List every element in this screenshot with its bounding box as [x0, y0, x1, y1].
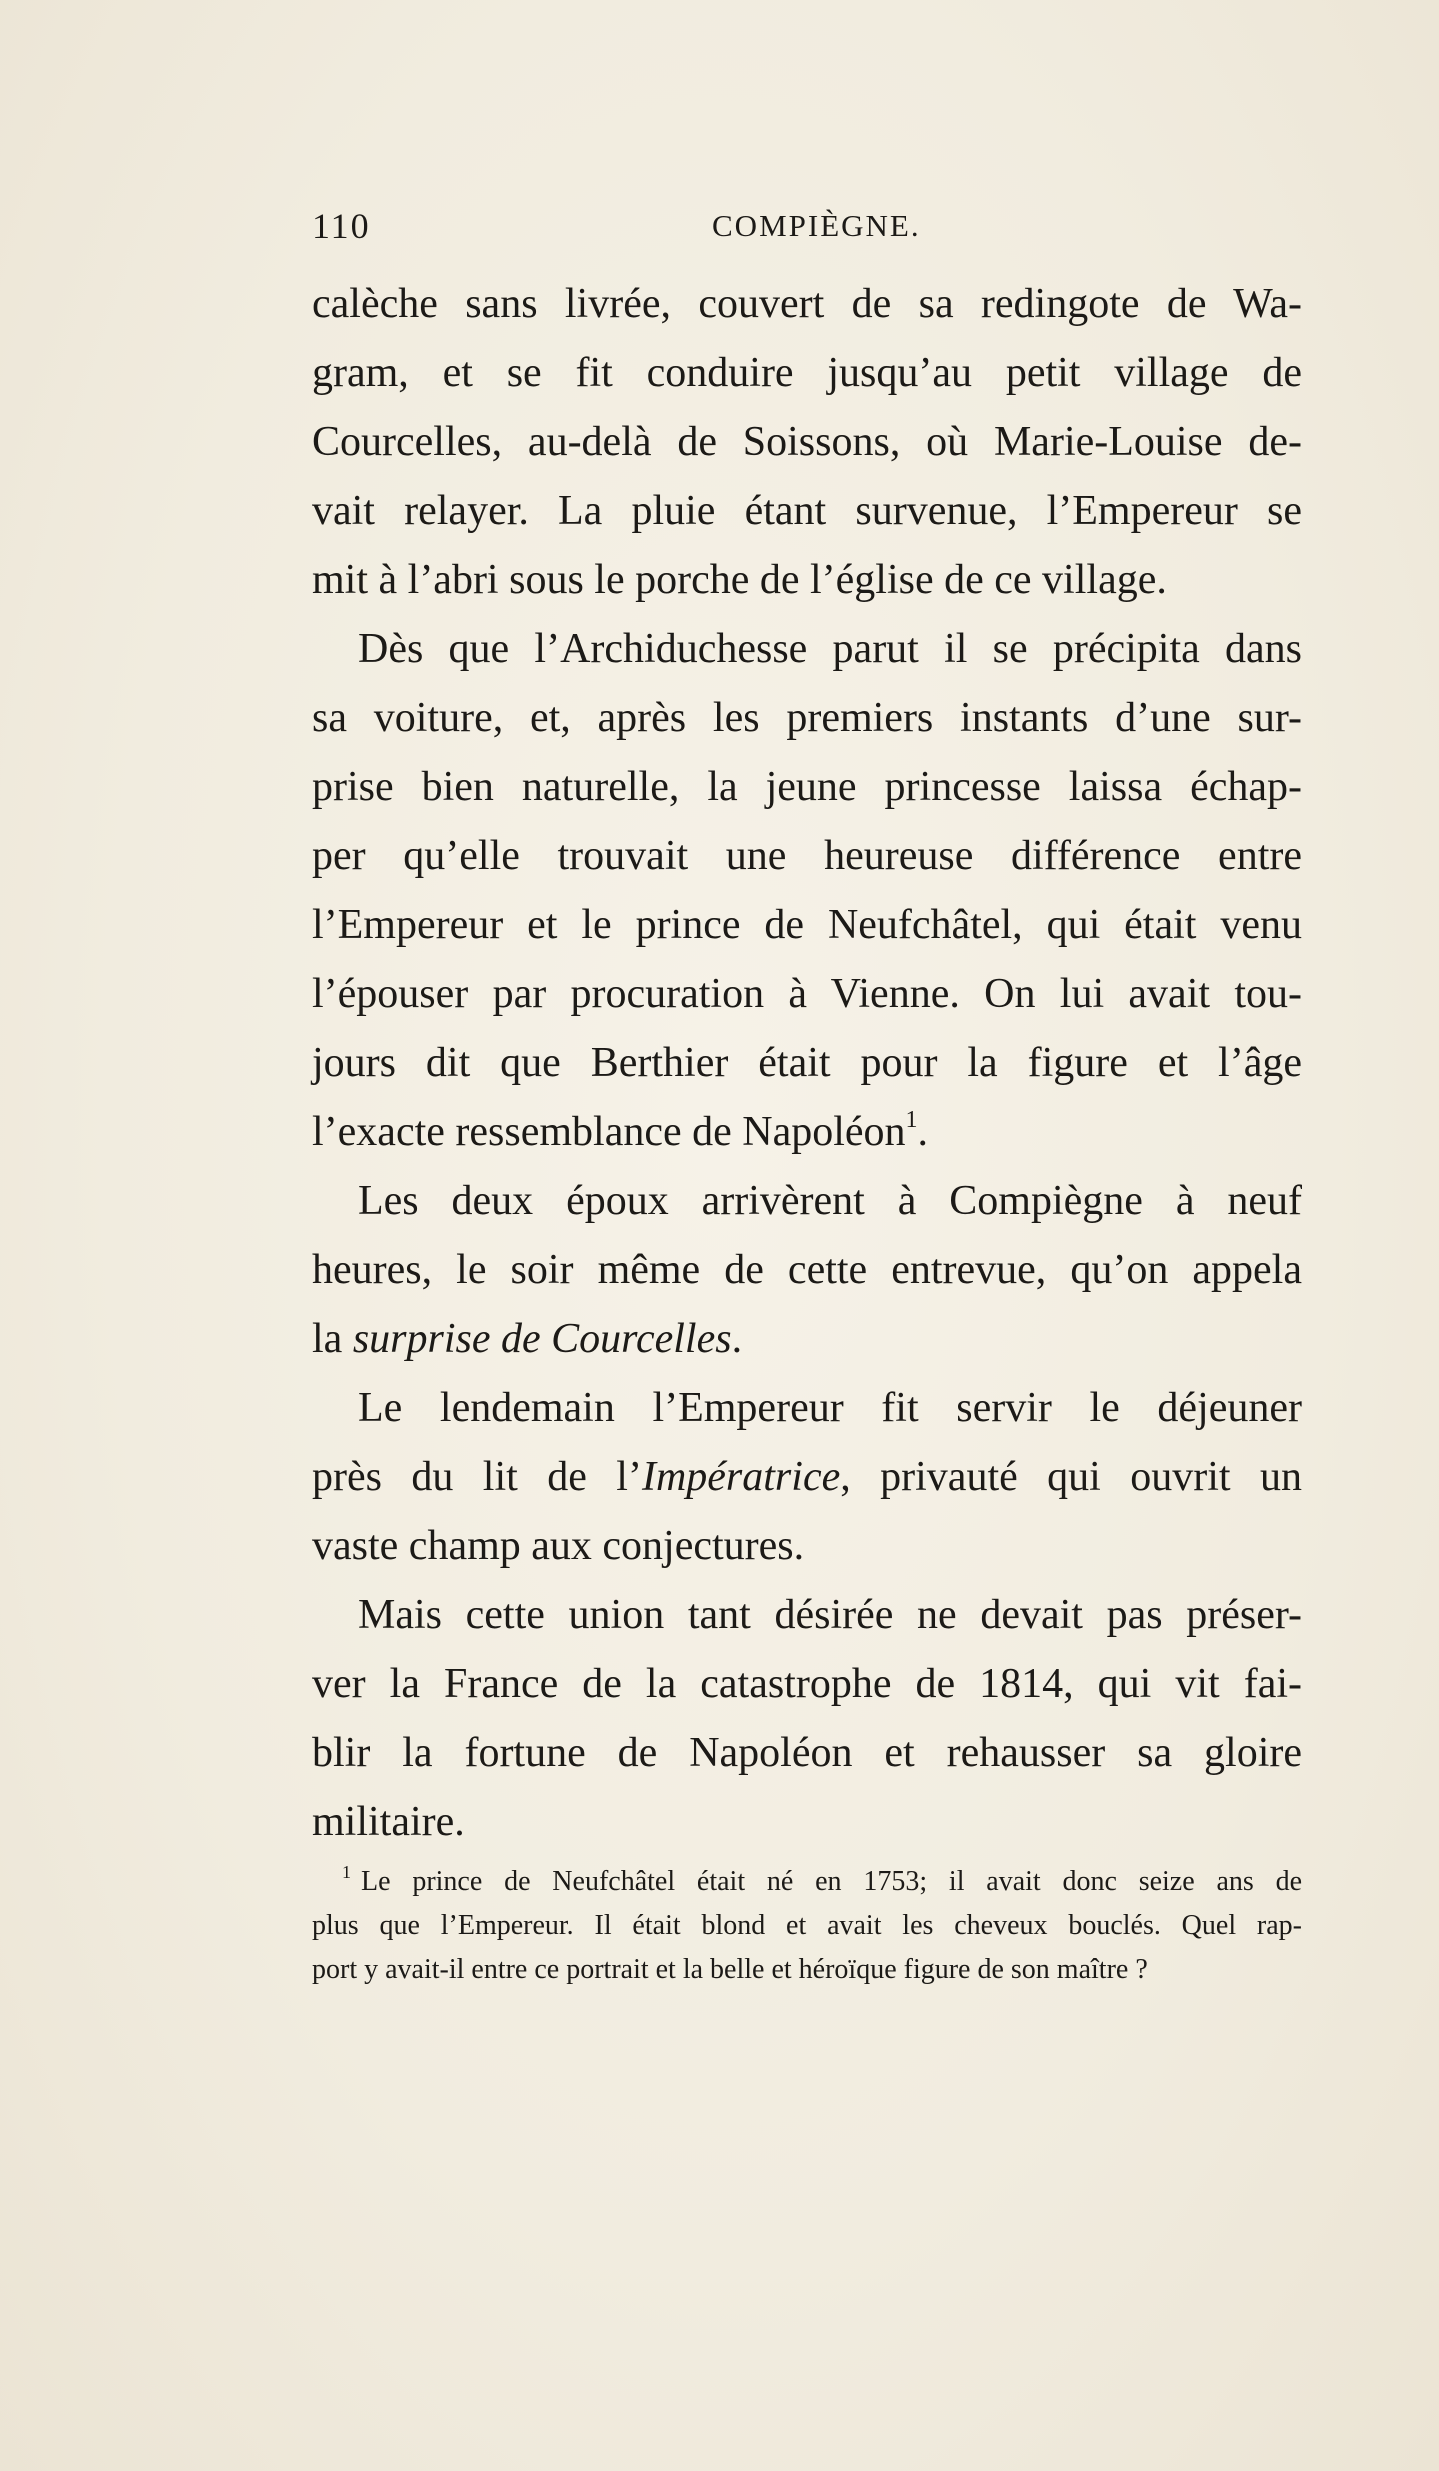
text-line: l’Empereur et le prince de Neufchâtel, qui était venu: [312, 902, 1302, 948]
text-run: , privauté qui ouvrit un: [840, 1454, 1302, 1500]
footnote-marker: 1: [342, 1862, 351, 1882]
text-run: Le prince de Neufchâtel était né en 1753; il avait donc seize ans de: [361, 1866, 1302, 1897]
text-line: l’épouser par procuration à Vienne. On lui avait tou-: [312, 971, 1302, 1017]
text-line: [312, 1305, 1302, 1374]
footnote-reference[interactable]: 1: [905, 1107, 918, 1133]
text-line: mit à l’abri sous le porche de l’église de ce village.: [312, 557, 1167, 603]
footnote-line: [312, 1860, 1302, 1904]
text-line: [312, 1443, 1302, 1512]
page-header: [312, 205, 921, 255]
text-run: l’exacte ressemblance de Napoléon: [312, 1109, 906, 1155]
paragraph: [312, 1374, 1302, 1581]
page-number: 110: [312, 206, 371, 246]
text-line: Courcelles, au-delà de Soissons, où Marie-Louise de-: [312, 419, 1302, 465]
text-run: la: [312, 1316, 353, 1362]
text-line: ver la France de la catastrophe de 1814, qui vit fai-: [312, 1661, 1302, 1707]
text-line: calèche sans livrée, couvert de sa redingote de Wa-: [312, 281, 1302, 327]
text-line: Le lendemain l’Empereur fit servir le déjeuner: [358, 1385, 1302, 1431]
text-line: sa voiture, et, après les premiers instants d’une sur-: [312, 695, 1302, 741]
text-line: Mais cette union tant désirée ne devait pas préser-: [358, 1592, 1302, 1638]
text-line: jours dit que Berthier était pour la figure et l’âge: [312, 1040, 1302, 1086]
footnote-line: plus que l’Empereur. Il était blond et avait les cheveux bouclés. Quel rap-: [312, 1910, 1302, 1941]
paragraph: [312, 1581, 1302, 1857]
footnote: [312, 1860, 1302, 1992]
italic-phrase: surprise de Courcelles: [352, 1316, 732, 1362]
italic-word: Impératrice: [641, 1454, 841, 1500]
text-line: prise bien naturelle, la jeune princesse laissa échap-: [312, 764, 1302, 810]
text-run: .: [917, 1109, 929, 1155]
text-run: .: [731, 1316, 743, 1362]
text-line: heures, le soir même de cette entrevue, qu’on appela: [312, 1247, 1302, 1293]
text-line: per qu’elle trouvait une heureuse différence entre: [312, 833, 1302, 879]
body-text: [312, 270, 1302, 1857]
text-line: vait relayer. La pluie étant survenue, l’Empereur se: [312, 488, 1302, 534]
paragraph: [312, 615, 1302, 1167]
footnote-line: port y avait-il entre ce portrait et la belle et héroïque figure de son maître ?: [312, 1954, 1148, 1985]
text-line: Dès que l’Archiduchesse parut il se précipita dans: [358, 626, 1302, 672]
text-run: près du lit de l’: [312, 1454, 642, 1500]
running-head: COMPIÈGNE.: [712, 208, 921, 243]
text-line: Les deux époux arrivèrent à Compiègne à neuf: [358, 1178, 1302, 1224]
text-line: vaste champ aux conjectures.: [312, 1523, 805, 1569]
text-line: blir la fortune de Napoléon et rehausser sa gloire: [312, 1730, 1302, 1776]
text-line: militaire.: [312, 1799, 465, 1845]
paragraph: [312, 1167, 1302, 1374]
text-line: gram, et se fit conduire jusqu’au petit village de: [312, 350, 1302, 396]
text-line: [312, 1098, 1302, 1167]
paragraph: [312, 270, 1302, 615]
